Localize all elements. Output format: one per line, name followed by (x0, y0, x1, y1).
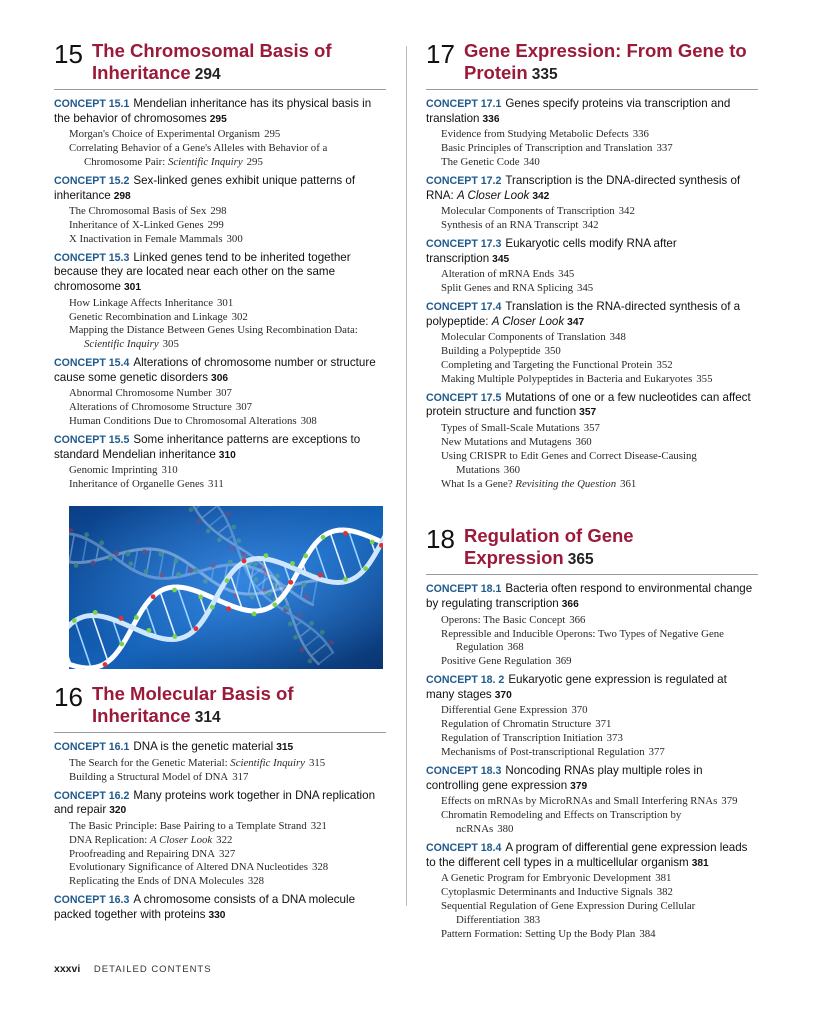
topic-item (426, 156, 758, 170)
topic-text: Molecular Components of Translation (441, 331, 606, 344)
topic-list (426, 128, 758, 170)
topic-item (426, 436, 758, 450)
topic-item (54, 297, 386, 311)
topic-page-number: 361 (620, 477, 637, 490)
concept-page-number: 345 (492, 253, 510, 265)
topic-item (54, 205, 386, 219)
concept-label: CONCEPT 17.4 (426, 300, 502, 313)
topic-list (426, 268, 758, 296)
concept-text: A program of differential gene expression leads to the different cell types in a multicellular organism (426, 840, 748, 869)
topic-text: How Linkage Affects Inheritance (69, 296, 214, 309)
concept-text: Linked genes tend to be inherited together because they are located near each other on the same chromosome (54, 250, 351, 293)
chapter-page-number: 314 (194, 709, 221, 727)
topic-page-number: 357 (583, 421, 600, 434)
topic-text: Mechanisms of Post-transcriptional Regulation (441, 746, 645, 759)
concept-entry (54, 893, 386, 923)
topic-text: Differential Gene Expression (441, 704, 568, 717)
concept-label: CONCEPT 15.1 (54, 98, 130, 110)
topic-text: Types of Small-Scale Mutations (441, 421, 580, 434)
topic-page-number: 302 (231, 310, 248, 323)
chapter-title: The Chromosomal Basis of Inheritance (92, 40, 332, 83)
topic-item (54, 142, 386, 170)
concept-text: Sex-linked genes exhibit unique patterns of inheritance (54, 173, 356, 202)
topic-list (54, 387, 386, 429)
concept-heading (426, 582, 758, 612)
concept-entry (426, 582, 758, 669)
topic-text: Alteration of mRNA Ends (441, 268, 555, 281)
topic-italic-text: Revisiting the Question (515, 477, 617, 490)
concept-entry (426, 673, 758, 760)
topic-list (426, 422, 758, 492)
topic-page-number: 322 (216, 833, 233, 846)
chapter-page-number: 294 (194, 66, 221, 83)
concept-page-number: 298 (113, 190, 131, 202)
topic-item (426, 142, 758, 156)
topic-item (426, 795, 758, 809)
topic-item (426, 628, 758, 656)
concept-page-number: 366 (561, 599, 579, 611)
topic-item (54, 415, 386, 429)
topic-item (426, 345, 758, 359)
topic-item (426, 450, 758, 478)
concept-label: CONCEPT 16.3 (54, 894, 130, 907)
topic-item (426, 614, 758, 628)
topic-page-number: 295 (246, 156, 263, 168)
topic-text: Synthesis of an RNA Transcript (441, 219, 579, 231)
topic-item (54, 464, 386, 478)
topic-list (54, 205, 386, 247)
concept-page-number: 357 (579, 407, 597, 419)
concept-page-number: 330 (208, 909, 226, 921)
topic-text: Making Multiple Polypeptides in Bacteria and Eukaryotes (441, 372, 693, 385)
concept-heading (426, 237, 758, 267)
concept-label: CONCEPT 15.5 (54, 434, 130, 447)
concept-text: Mutations of one or a few nucleotides can affect protein structure and function (426, 390, 751, 419)
topic-text: Evolutionary Significance of Altered DNA Nucleotides (69, 861, 308, 874)
concept-text: Alterations of chromosome number or structure cause some genetic disorders (54, 356, 376, 384)
topic-page-number: 300 (226, 232, 243, 245)
topic-item (426, 128, 758, 142)
topic-text: Inheritance of X-Linked Genes (69, 219, 204, 231)
topic-page-number: 301 (217, 296, 234, 309)
concept-page-number: 315 (276, 742, 294, 754)
topic-text: Abnormal Chromosome Number (69, 387, 212, 400)
concept-label: CONCEPT 15.4 (54, 357, 130, 370)
topic-item (426, 422, 758, 436)
topic-text: Building a Structural Model of DNA (69, 770, 229, 783)
concept-text: Bacteria often respond to environmental change by regulating transcription (426, 582, 753, 611)
topic-item (426, 718, 758, 732)
chapter-number: 17 (426, 39, 455, 69)
chapter-heading (426, 525, 758, 575)
topic-text: Positive Gene Regulation (441, 655, 552, 668)
topic-page-number: 383 (523, 913, 541, 926)
chapter-heading (426, 40, 758, 90)
topic-text: Chromatin Remodeling and Effects on Transcription by (441, 809, 682, 822)
topic-list (426, 331, 758, 387)
chapter-18 (426, 525, 758, 941)
topic-page-number: 369 (555, 655, 572, 668)
concept-text: Many proteins work together in DNA replication and repair (54, 788, 376, 817)
chapter-17 (426, 40, 758, 491)
topic-continuation (441, 823, 758, 837)
topic-list (54, 820, 386, 890)
topic-text: Split Genes and RNA Splicing (441, 282, 573, 294)
dna-helix-image (69, 506, 383, 669)
concept-page-number: 379 (570, 780, 588, 792)
topic-page-number: 379 (721, 795, 738, 808)
topic-page-number: 360 (575, 435, 592, 448)
topic-list (54, 297, 386, 353)
topic-text: Basic Principles of Transcription and Translation (441, 142, 653, 155)
concept-entry (426, 841, 758, 942)
topic-item (54, 834, 386, 848)
topic-text: The Genetic Code (441, 156, 520, 168)
concept-page-number: 381 (691, 857, 709, 869)
topic-item (54, 401, 386, 415)
chapter-title: Regulation of Gene Expression (464, 525, 634, 569)
concept-heading (426, 841, 758, 871)
topic-page-number: 295 (264, 128, 281, 141)
topic-page-number: 342 (582, 219, 599, 231)
topic-text: The Basic Principle: Base Pairing to a Template Strand (69, 819, 307, 832)
topic-page-number: 381 (655, 872, 672, 885)
concept-text: Mendelian inheritance has its physical basis in the behavior of chromosomes (54, 97, 372, 125)
topic-italic-text: Scientific Inquiry (167, 156, 243, 168)
topic-page-number: 315 (308, 756, 326, 769)
topic-page-number: 368 (507, 641, 524, 654)
topic-text: Genetic Recombination and Linkage (69, 310, 228, 323)
chapter-heading (54, 683, 386, 733)
topic-text: Mapping the Distance Between Genes Using Recombination Data: (69, 324, 358, 337)
topic-item (54, 848, 386, 862)
concept-page-number: 301 (124, 282, 142, 293)
topic-continuation-text: ncRNAs (456, 823, 494, 836)
concept-entry (54, 789, 386, 890)
concept-label: CONCEPT 18.1 (426, 583, 502, 596)
page-footer (54, 963, 212, 975)
topic-item (426, 331, 758, 345)
concept-label: CONCEPT 18.4 (426, 841, 502, 854)
topic-page-number: 321 (310, 819, 327, 832)
topic-item (426, 928, 758, 942)
topic-item (426, 478, 758, 492)
concept-label: CONCEPT 15.2 (54, 174, 130, 187)
concept-heading (426, 174, 758, 204)
topic-text: Proofreading and Repairing DNA (69, 847, 216, 860)
concept-page-number: 347 (567, 316, 585, 328)
topic-item (426, 219, 758, 233)
chapter-page-number: 365 (567, 551, 594, 569)
topic-list (426, 205, 758, 233)
topic-item (426, 746, 758, 760)
concept-italic-text: A Closer Look (491, 314, 565, 328)
topic-text: Alterations of Chromosome Structure (69, 401, 232, 414)
topic-item (54, 875, 386, 889)
topic-page-number: 305 (162, 338, 179, 351)
concept-label: CONCEPT 16.2 (54, 789, 130, 802)
topic-continuation-text: Mutations (456, 463, 500, 476)
concept-entry (426, 97, 758, 170)
topic-item (426, 282, 758, 296)
concept-text: DNA is the genetic material (133, 740, 274, 754)
concept-heading (54, 789, 386, 819)
topic-continuation (441, 464, 758, 478)
chapter-16 (54, 683, 386, 923)
topic-italic-text: Scientific Inquiry (230, 756, 305, 769)
topic-text: Repressible and Inducible Operons: Two Types of Negative Gene (441, 627, 724, 640)
concept-label: CONCEPT 17.3 (426, 237, 502, 250)
topic-page-number: 366 (569, 613, 586, 626)
concept-entry (426, 174, 758, 233)
topic-page-number: 348 (609, 331, 626, 344)
topic-list (426, 614, 758, 670)
concept-entry (54, 740, 386, 784)
topic-page-number: 328 (311, 861, 329, 874)
concept-label: CONCEPT 17.5 (426, 391, 502, 404)
topic-text: What Is a Gene? (441, 477, 513, 490)
topic-text: Building a Polypeptide (441, 345, 541, 357)
topic-item (54, 387, 386, 401)
topic-item (426, 886, 758, 900)
topic-item (426, 732, 758, 746)
footer-page-number: xxxvi (54, 963, 81, 975)
topic-page-number: 299 (207, 219, 224, 231)
concept-label: CONCEPT 16.1 (54, 741, 130, 754)
concept-page-number: 342 (532, 190, 550, 202)
topic-text: Pattern Formation: Setting Up the Body Plan (441, 927, 636, 940)
chapter-15 (54, 40, 386, 492)
topic-continuation-text: Regulation (456, 641, 504, 654)
concept-page-number: 306 (211, 372, 229, 384)
topic-list (426, 872, 758, 942)
topic-item (426, 900, 758, 928)
concept-text: Eukaryotic cells modify RNA after transcription (426, 236, 677, 265)
topic-page-number: 307 (235, 401, 253, 414)
topic-page-number: 360 (503, 463, 520, 476)
concept-heading (426, 764, 758, 794)
topic-page-number: 340 (523, 156, 540, 168)
concept-entry (54, 356, 386, 429)
topic-text: Genomic Imprinting (69, 464, 158, 477)
concept-entry (54, 251, 386, 352)
chapter-number: 18 (426, 524, 455, 555)
topic-continuation-text: Chromosome Pair: (84, 156, 166, 168)
topic-item (426, 268, 758, 282)
topic-page-number: 377 (648, 746, 665, 759)
topic-item (54, 861, 386, 875)
topic-text: Completing and Targeting the Functional Protein (441, 358, 653, 371)
topic-text: Cytoplasmic Determinants and Inductive Signals (441, 886, 653, 899)
topic-page-number: 317 (232, 770, 249, 783)
topic-continuation (441, 914, 758, 928)
topic-item (426, 359, 758, 373)
concept-text: A chromosome consists of a DNA molecule packed together with proteins (54, 893, 356, 921)
footer-section-label: DETAILED CONTENTS (93, 964, 212, 975)
topic-item (426, 809, 758, 837)
concept-heading (426, 300, 758, 330)
left-column (54, 40, 386, 937)
concept-label: CONCEPT 18. 2 (426, 674, 505, 687)
topic-text: Effects on mRNAs by MicroRNAs and Small Interfering RNAs (441, 795, 718, 808)
topic-continuation (69, 156, 386, 170)
concept-entry (426, 764, 758, 837)
topic-list (54, 757, 386, 785)
topic-page-number: 342 (618, 205, 635, 218)
concept-entry (54, 433, 386, 492)
topic-item (54, 311, 386, 325)
concept-entry (54, 97, 386, 170)
concept-heading (426, 97, 758, 127)
concept-text: Transcription is the DNA-directed synthesis of RNA: (426, 173, 741, 202)
topic-page-number: 345 (558, 268, 575, 281)
topic-item (54, 324, 386, 352)
topic-item (426, 872, 758, 886)
concept-text: Some inheritance patterns are exceptions to standard Mendelian inheritance (54, 433, 361, 461)
topic-text: New Mutations and Mutagens (441, 435, 572, 448)
topic-continuation (441, 641, 758, 655)
concept-italic-text: A Closer Look (456, 188, 530, 202)
concept-label: CONCEPT 18.3 (426, 765, 502, 778)
topic-item (54, 478, 386, 492)
topic-text: Replicating the Ends of DNA Molecules (69, 875, 244, 888)
concept-page-number: 310 (218, 449, 236, 461)
topic-page-number: 328 (247, 875, 265, 888)
topic-item (54, 820, 386, 834)
concept-text: Noncoding RNAs play multiple roles in controlling gene expression (426, 764, 703, 792)
topic-text: Regulation of Chromatin Structure (441, 718, 592, 731)
concept-label: CONCEPT 17.1 (426, 98, 502, 110)
topic-page-number: 373 (606, 732, 623, 745)
concept-label: CONCEPT 15.3 (54, 251, 130, 264)
topic-page-number: 311 (208, 478, 224, 491)
topic-page-number: 298 (210, 205, 227, 218)
topic-text: A Genetic Program for Embryonic Development (441, 872, 652, 885)
topic-page-number: 371 (595, 718, 612, 731)
topic-page-number: 370 (571, 704, 588, 717)
topic-page-number: 345 (576, 282, 594, 294)
topic-page-number: 355 (696, 372, 713, 385)
topic-page-number: 382 (656, 886, 673, 899)
topic-text: Inheritance of Organelle Genes (69, 478, 204, 491)
topic-page-number: 336 (632, 128, 649, 141)
topic-italic-text: Scientific Inquiry (84, 338, 159, 351)
topic-item (54, 219, 386, 233)
topic-page-number: 307 (215, 387, 232, 400)
topic-page-number: 352 (656, 358, 673, 371)
concept-text: Eukaryotic gene expression is regulated at many stages (426, 673, 727, 701)
topic-text: Evidence from Studying Metabolic Defects (441, 128, 629, 141)
topic-list (54, 464, 386, 492)
concept-text: Genes specify proteins via transcription and translation (426, 97, 731, 125)
topic-page-number: 380 (497, 823, 514, 836)
topic-page-number: 310 (161, 464, 178, 477)
chapter-page-number: 335 (531, 66, 558, 83)
concept-entry (426, 237, 758, 296)
topic-item (54, 233, 386, 247)
concept-label: CONCEPT 17.2 (426, 174, 502, 187)
topic-text: The Search for the Genetic Material: (69, 756, 228, 769)
topic-text: Regulation of Transcription Initiation (441, 732, 603, 745)
topic-text: X Inactivation in Female Mammals (69, 232, 223, 245)
right-column (426, 40, 758, 956)
topic-item (426, 704, 758, 718)
chapter-number: 15 (54, 39, 83, 69)
topic-text: Morgan's Choice of Experimental Organism (69, 128, 261, 141)
concept-heading (54, 740, 386, 756)
topic-list (54, 128, 386, 170)
topic-page-number: 327 (219, 847, 236, 860)
column-divider (406, 46, 407, 906)
concept-heading (54, 433, 386, 463)
topic-item (426, 655, 758, 669)
topic-text: DNA Replication: (69, 833, 148, 846)
topic-item (426, 373, 758, 387)
chapter-heading (54, 40, 386, 90)
concept-page-number: 370 (494, 689, 512, 701)
topic-text: The Chromosomal Basis of Sex (69, 205, 207, 218)
concept-text: Translation is the RNA-directed synthesis of a polypeptide: (426, 299, 741, 328)
concept-page-number: 320 (109, 805, 127, 817)
concept-page-number: 336 (482, 113, 500, 125)
concept-entry (54, 174, 386, 247)
chapter-title: Gene Expression: From Gene to Protein (464, 40, 747, 83)
topic-item (54, 757, 386, 771)
topic-page-number: 384 (639, 927, 656, 940)
topic-page-number: 350 (544, 345, 561, 357)
topic-text: Human Conditions Due to Chromosomal Alterations (69, 415, 297, 428)
topic-page-number: 337 (656, 142, 673, 155)
concept-page-number: 295 (209, 113, 227, 125)
topic-item (54, 771, 386, 785)
topic-text: Using CRISPR to Edit Genes and Correct Disease-Causing (441, 449, 697, 462)
concept-entry (426, 391, 758, 492)
chapter-title: The Molecular Basis of Inheritance (92, 683, 294, 727)
concept-heading (426, 391, 758, 421)
concept-heading (54, 97, 386, 127)
topic-text: Molecular Components of Transcription (441, 205, 615, 218)
topic-item (426, 205, 758, 219)
concept-heading (426, 673, 758, 703)
topic-page-number: 308 (300, 415, 317, 428)
topic-text: Correlating Behavior of a Gene's Alleles with Behavior of a (69, 142, 328, 155)
topic-text: Operons: The Basic Concept (441, 613, 566, 626)
chapter-number: 16 (54, 682, 83, 713)
concept-entry (426, 300, 758, 387)
topic-item (54, 128, 386, 142)
topic-list (426, 795, 758, 837)
topic-continuation (69, 338, 386, 352)
concept-heading (54, 893, 386, 923)
concept-heading (54, 251, 386, 296)
topic-italic-text: A Closer Look (149, 833, 213, 846)
topic-continuation-text: Differentiation (456, 913, 520, 926)
concept-heading (54, 174, 386, 204)
concept-heading (54, 356, 386, 386)
topic-list (426, 704, 758, 760)
topic-text: Sequential Regulation of Gene Expression During Cellular (441, 899, 696, 912)
